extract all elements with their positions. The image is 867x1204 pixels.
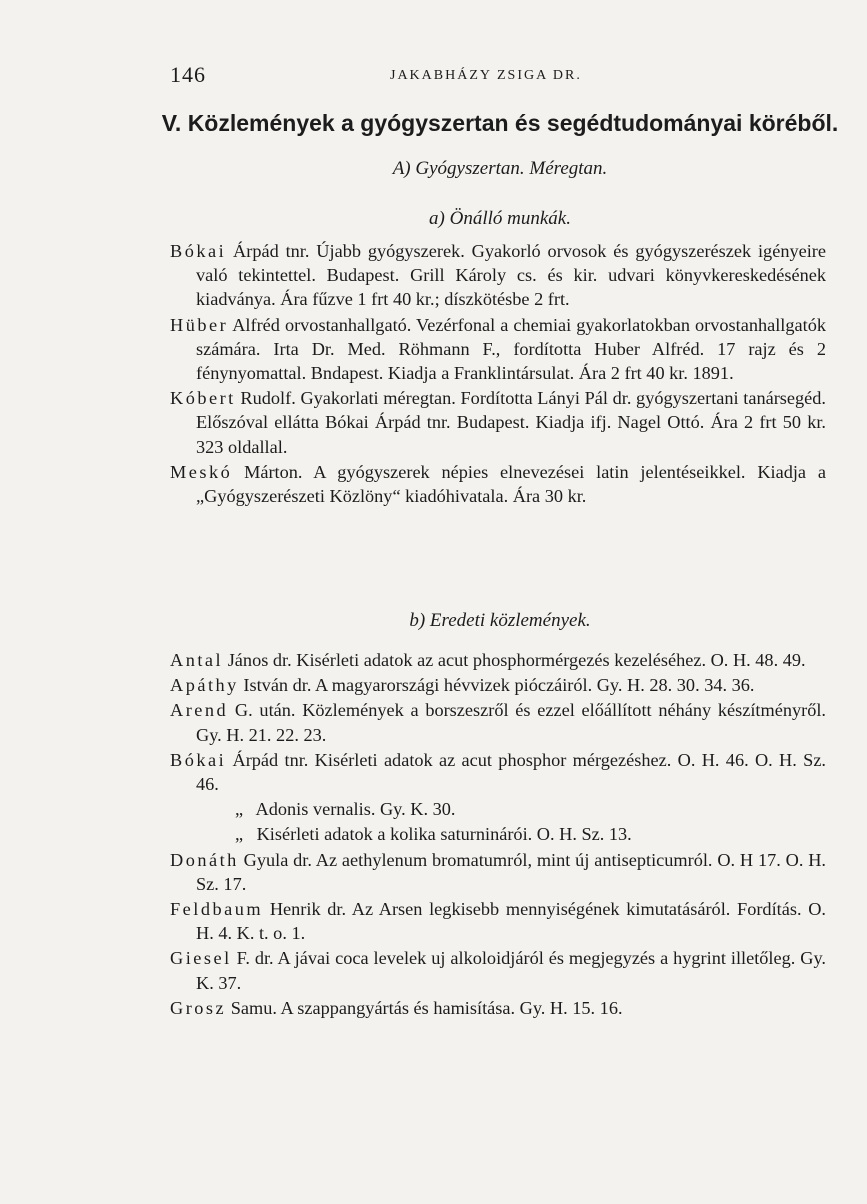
entry-author: Antal	[170, 650, 224, 670]
entry-author: Arend	[170, 700, 229, 721]
entry-text: Árpád tnr. Újabb gyógyszerek. Gyakorló orvosok és gyógyszerészek igényeire való tekintettel. Budapest. Grill Károly cs. és kir. udvari könyvkereskedésének kiadványa. Ára fűzve 1 frt 40 kr.; díszkötésbe 2 frt.	[196, 241, 826, 310]
bibliography-entry	[170, 748, 826, 796]
entry-author: Giesel	[170, 948, 232, 969]
entries-standalone-works	[170, 239, 826, 509]
subsection-heading-standalone-works: a) Önálló munkák.	[429, 208, 571, 229]
entry-author: Meskó	[170, 461, 233, 482]
entry-text: János dr. Kisérleti adatok az acut phosphormérgezés kezeléséhez. O. H. 48. 49.	[223, 650, 806, 670]
entry-text: Adonis vernalis. Gy. K. 30.	[252, 799, 456, 820]
entry-text: G. után. Közlemények a borszeszről és ezzel előállított néhány készítményről. Gy. H. 21. 22. 23.	[196, 700, 826, 745]
entry-text: Rudolf. Gyakorlati méregtan. Fordította Lányi Pál dr. gyógyszertani tanársegéd. Előszóval ellátta Bókai Árpád tnr. Budapest. Kiadja ifj. Nagel Ottó. Ára 2 frt 50 kr. 323 oldallal.	[196, 388, 826, 457]
bibliography-entry	[170, 946, 826, 994]
entry-text: Samu. A szappangyártás és hamisítása. Gy. H. 15. 16.	[226, 997, 623, 1018]
bibliography-entry	[170, 386, 826, 459]
subsection-heading-original-papers: b) Eredeti közlemények.	[409, 610, 591, 631]
entry-text: Gyula dr. Az aethylenum bromatumról, mint új antisepticumról. O. H 17. O. H. Sz. 17.	[196, 849, 826, 894]
entries-original-papers	[170, 648, 826, 1021]
bibliography-entry	[170, 239, 826, 312]
bibliography-entry	[170, 996, 826, 1020]
subsection-heading-a: A) Gyógyszertan. Méregtan.	[392, 158, 608, 179]
page-header	[170, 62, 830, 92]
bibliography-entry-ditto	[170, 822, 826, 846]
entry-author: Apáthy	[170, 675, 239, 696]
ditto-mark: „	[234, 824, 244, 845]
bibliography-entry	[170, 848, 826, 896]
entry-text: Henrik dr. Az Arsen legkisebb mennyiségének kimutatásáról. Fordítás. O. H. 4. K. t. o. 1.	[196, 899, 826, 944]
section-title: V. Közlemények a gyógyszertan és segédtudományai köréből.	[161, 110, 839, 136]
entry-author: Feldbaum	[170, 899, 264, 920]
ditto-mark: „	[234, 799, 244, 820]
entry-text: István dr. A magyarországi hévvizek pióczáiról. Gy. H. 28. 30. 34. 36.	[238, 675, 755, 696]
entry-text: Kisérleti adatok a kolika saturninárói. O. H. Sz. 13.	[252, 824, 632, 845]
running-head: JAKABHÁZY ZSIGA DR.	[390, 68, 582, 83]
entry-text: F. dr. A jávai coca levelek uj alkoloidjáról és megjegyzés a hygrint illetőleg. Gy. K. 37.	[196, 948, 826, 993]
entry-author: Donáth	[170, 849, 239, 870]
entry-author: Grosz	[170, 997, 227, 1018]
page-number: 146	[170, 62, 206, 87]
entry-text: Márton. A gyógyszerek népies elnevezései latin jelentéseikkel. Kiadja a „Gyógyszerészeti Közlöny“ kiadóhivatala. Ára 30 kr.	[196, 461, 826, 507]
bibliography-entry	[170, 698, 826, 746]
bibliography-entry	[170, 313, 826, 386]
entry-author: Hüber	[170, 314, 229, 335]
bibliography-entry	[170, 460, 826, 508]
entry-author: Kóbert	[170, 388, 236, 409]
bibliography-entry	[170, 897, 826, 945]
entry-text: Alfréd orvostanhallgató. Vezérfonal a chemiai gyakorlatokban orvostanhallgatók számára. Irta Dr. Med. Röhmann F., fordította Huber Alfréd. 17 rajz és 2 fénynyomattal. Bndapest. Kiadja a Franklintársulat. Ára 2 frt 40 kr. 1891.	[196, 314, 826, 384]
entry-author: Bókai	[170, 241, 227, 261]
entry-author: Bókai	[170, 749, 227, 770]
bibliography-entry	[170, 673, 826, 697]
bibliography-entry-ditto	[170, 797, 826, 821]
entry-text: Árpád tnr. Kisérleti adatok az acut phosphor mérgezéshez. O. H. 46. O. H. Sz. 46.	[196, 749, 826, 795]
bibliography-entry	[170, 648, 826, 672]
